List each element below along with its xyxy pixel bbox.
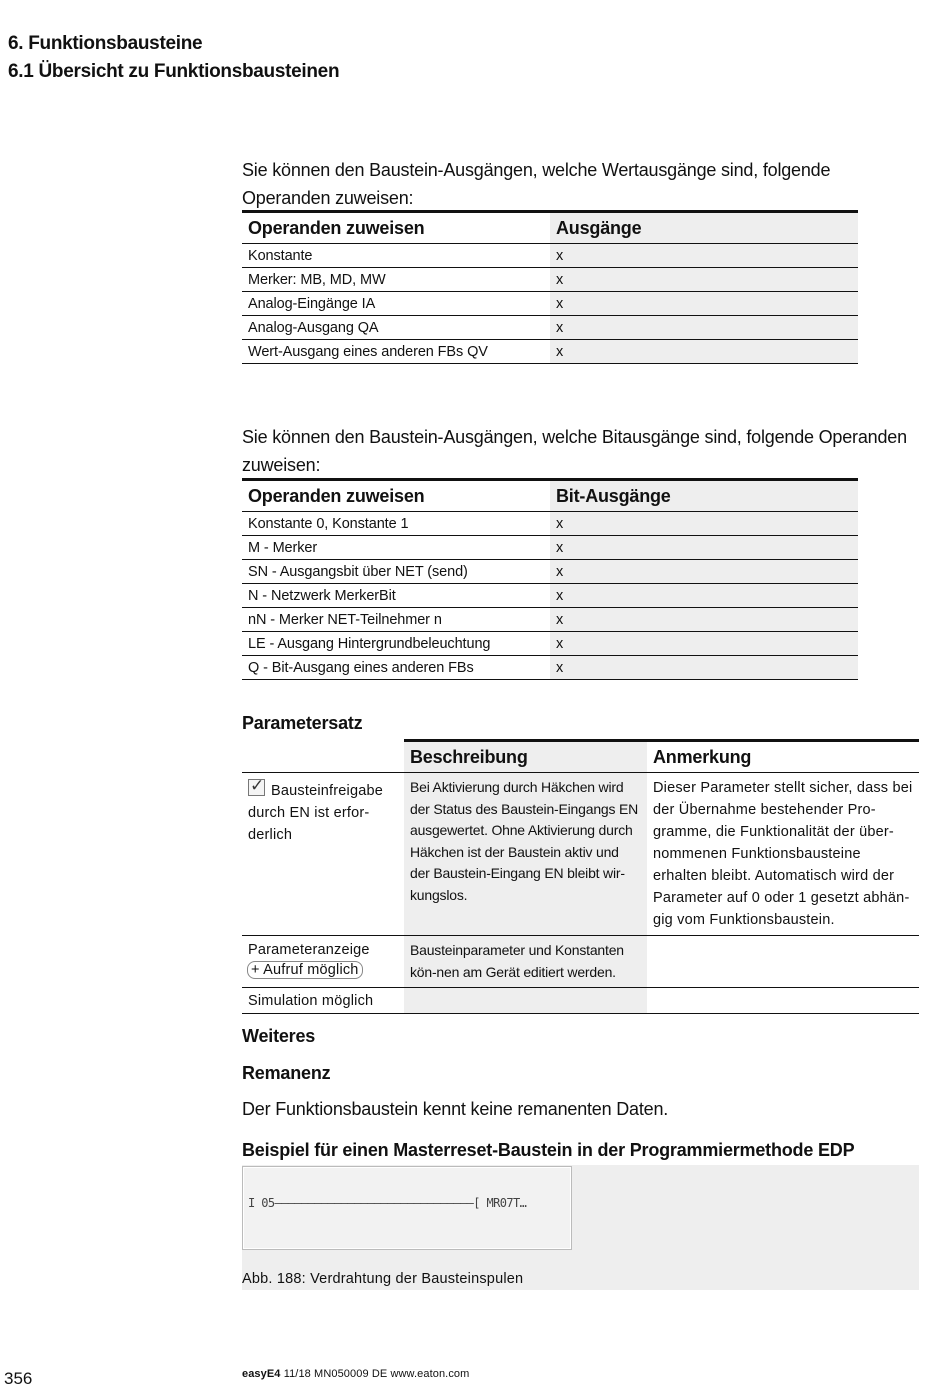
table-row [242,512,858,536]
parameter-label-line: Parameteranzeige [248,942,370,958]
mark-cell: x [550,292,858,316]
figure-caption: Abb. 188: Verdrahtung der Bausteinspulen [242,1271,524,1287]
wiring-diagram [242,1166,572,1250]
table-row [242,560,858,584]
column-header-bit-outputs: Bit-Ausgänge [550,480,858,512]
mark-cell: x [550,268,858,292]
column-header-note: Anmerkung [647,741,919,773]
description-cell: Bausteinparameter und Konstanten kön-nen am Gerät editiert werden. [404,936,647,988]
operand-cell: N - Netzwerk MerkerBit [242,584,550,608]
operand-cell: LE - Ausgang Hintergrundbeleuchtung [242,632,550,656]
chapter-title: 6. Funktionsbausteine [8,33,203,54]
note-cell [647,988,919,1014]
column-header-empty [242,741,404,773]
mark-cell: x [550,244,858,268]
remanence-heading: Remanenz [242,1063,331,1083]
mark-cell: x [550,608,858,632]
table-row [242,656,858,680]
parameter-label [242,936,404,988]
operand-cell: Konstante [242,244,550,268]
example-heading: Beispiel für einen Masterreset-Baustein in der Programmiermethode EDP [242,1140,855,1160]
footer-product: easyE4 [242,1368,281,1380]
operand-cell: Konstante 0, Konstante 1 [242,512,550,536]
column-header-operands: Operanden zuweisen [242,480,550,512]
operand-cell: SN - Ausgangsbit über NET (send) [242,560,550,584]
parameters-heading: Parametersatz [242,713,363,733]
mark-cell: x [550,656,858,680]
mark-cell: x [550,584,858,608]
table-row [242,292,858,316]
value-outputs-intro: Sie können den Baustein-Ausgängen, welche Wertausgänge sind, folgende Operanden zuweisen: [242,160,831,208]
mark-cell: x [550,536,858,560]
mark-cell: x [550,512,858,536]
mark-cell: x [550,316,858,340]
table-row [242,936,919,988]
footer-url: www.eaton.com [390,1368,470,1380]
table-row [242,988,919,1014]
table-row [242,316,858,340]
enable-checkbox[interactable] [248,779,265,796]
note-cell [647,936,919,988]
operand-cell: Q - Bit-Ausgang eines anderen FBs [242,656,550,680]
operand-cell: M - Merker [242,536,550,560]
column-header-outputs: Ausgänge [550,212,858,244]
table-row [242,773,919,936]
footer [242,1368,469,1380]
mark-cell: x [550,340,858,364]
section-title: 6.1 Übersicht zu Funktionsbausteinen [8,61,340,82]
description-cell [404,988,647,1014]
table-row [242,244,858,268]
operand-cell: nN - Merker NET-Teilnehmer n [242,608,550,632]
operand-cell: Analog-Ausgang QA [242,316,550,340]
column-header-operands: Operanden zuweisen [242,212,550,244]
page-number: 356 [4,1369,33,1388]
footer-doc-info: 11/18 MN050009 DE [283,1368,388,1380]
table-row [242,632,858,656]
value-outputs-table [242,210,858,364]
column-header-description: Beschreibung [404,741,647,773]
parameters-table [242,739,919,1014]
further-heading: Weiteres [242,1026,316,1046]
note-cell: Dieser Parameter stellt sicher, dass bei der Übernahme bestehender Pro-gramme, die Funktionalität der über-nommenen Funktionsbausteine erhalten bleibt. Automatisch wird der Parameter auf 0 oder 1 gesetzt abhän-gig vom Funktionsbaustein. [647,773,919,936]
parameter-label-line: durch EN ist erfor- [248,805,370,821]
bit-outputs-intro: Sie können den Baustein-Ausgängen, welche Bitausgänge sind, folgende Operanden zuweisen: [242,427,907,475]
mark-cell: x [550,560,858,584]
wiring-diagram-text: I 05——————————————————————————————[ MR07T… [248,1196,527,1210]
parameter-label-line: derlich [248,827,293,843]
parameter-label [242,773,404,936]
table-row [242,268,858,292]
parameter-label-line: + Aufruf möglich [247,961,363,979]
bit-outputs-table [242,478,858,680]
parameter-label-line: Bausteinfreigabe [271,783,384,799]
operand-cell: Merker: MB, MD, MW [242,268,550,292]
remanence-text: Der Funktionsbaustein kennt keine remanenten Daten. [242,1099,669,1119]
table-row [242,608,858,632]
table-row [242,536,858,560]
mark-cell: x [550,632,858,656]
table-row [242,340,858,364]
operand-cell: Wert-Ausgang eines anderen FBs QV [242,340,550,364]
description-cell: Bei Aktivierung durch Häkchen wird der Status des Baustein-Eingangs EN ausgewertet. Ohne Aktivierung durch Häkchen ist der Baustein aktiv und der Baustein-Eingang EN bleibt wir-kungslos. [404,773,647,936]
operand-cell: Analog-Eingänge IA [242,292,550,316]
table-row [242,584,858,608]
parameter-label: Simulation möglich [242,988,404,1014]
